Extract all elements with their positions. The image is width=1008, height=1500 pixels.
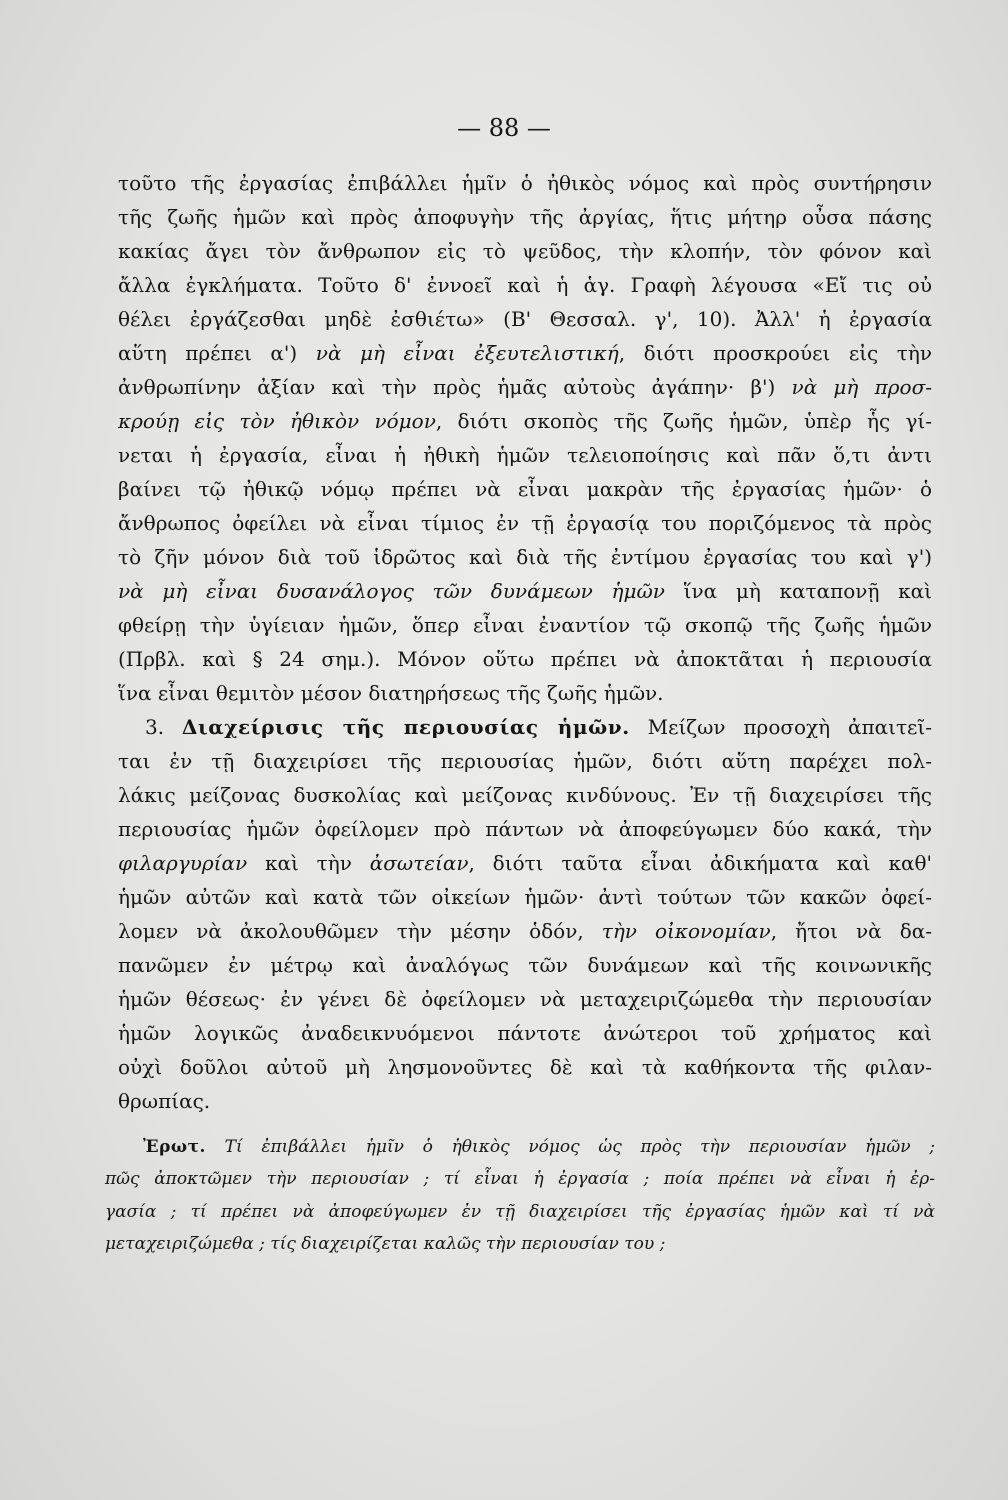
text-line: αὕτη πρέπει α') νὰ μὴ εἶναι ἐξευτελιστική, διότι προσκρούει εἰς τὴν	[118, 341, 933, 365]
italic-phrase: νὰ μὴ εἶναι ἐξευτελιστική	[315, 341, 619, 365]
text-line: ἡμῶν θέσεως· ἐν γένει δὲ ὀφείλομεν νὰ μεταχειριζώμεθα τὴν περιουσίαν	[118, 987, 932, 1011]
text-line: ται ἐν τῇ διαχειρίσει τῆς περιουσίας ἡμῶν, διότι αὕτη παρέχει πολ-	[118, 749, 932, 773]
page-number: — 88 —	[457, 114, 551, 142]
section-heading-line: 3. Διαχείρισις τῆς περιουσίας ἡμῶν. Μείζων προσοχὴ ἀπαιτεῖ-	[145, 715, 932, 739]
text-line: τῆς ζωῆς ἡμῶν καὶ πρὸς ἀποφυγὴν τῆς ἀργίας, ἥτις μήτηρ οὖσα πάσης	[118, 205, 932, 229]
text-line: τοῦτο τῆς ἐργασίας ἐπιβάλλει ἡμῖν ὁ ἠθικὸς νόμος καὶ πρὸς συντήρησιν	[118, 171, 932, 195]
text-line: βαίνει τῷ ἠθικῷ νόμῳ πρέπει νὰ εἶναι μακρὰν τῆς ἐργασίας ἡμῶν· ὁ	[118, 477, 932, 501]
text-line: ἵνα εἶναι θεμιτὸν μέσον διατηρήσεως τῆς ζωῆς ἡμῶν.	[118, 681, 664, 705]
question-line: πῶς ἀποκτῶμεν τὴν περιουσίαν ; τί εἶναι ἡ ἐργασία ; ποία πρέπει νὰ εἶναι ἡ ἐρ-	[105, 1169, 935, 1190]
paragraph-property-management	[118, 710, 932, 1118]
text-line: ἡμῶν λογικῶς ἀναδεικνυόμενοι πάντοτε ἀνώτεροι τοῦ χρήματος καὶ	[118, 1021, 932, 1045]
section-title: Διαχείρισις τῆς περιουσίας ἡμῶν.	[181, 715, 630, 739]
questions-label: Ἐρωτ.	[143, 1137, 206, 1157]
text-line: ἄλλα ἐγκλήματα. Τοῦτο δ' ἐννοεῖ καὶ ἡ ἁγ. Γραφὴ λέγουσα «Εἴ τις οὐ	[118, 273, 932, 297]
italic-phrase: κρούῃ εἰς τὸν ἠθικὸν νόμον	[118, 409, 436, 433]
italic-phrase: νὰ μὴ προσ-	[791, 375, 932, 399]
text-line: ἄνθρωπος ὀφείλει νὰ εἶναι τίμιος ἐν τῇ ἐργασίᾳ του ποριζόμενος τὰ πρὸς	[118, 511, 932, 535]
text-line: νὰ μὴ εἶναι δυσανάλογος τῶν δυνάμεων ἡμῶν ἵνα μὴ καταπονῇ καὶ	[118, 579, 932, 603]
section-number: 3.	[145, 715, 182, 739]
text-line: φιλαργυρίαν καὶ τὴν ἀσωτείαν, διότι ταῦτα εἶναι ἀδικήματα καὶ καθ'	[118, 851, 933, 875]
text-line: (Πρβλ. καὶ § 24 σημ.). Μόνον οὕτω πρέπει νὰ ἀποκτᾶται ἡ περιουσία	[118, 647, 932, 671]
text-line: περιουσίας ἡμῶν ὀφείλομεν πρὸ πάντων νὰ ἀποφεύγωμεν δύο κακά, τὴν	[118, 817, 932, 841]
question-line: Ἐρωτ. Τί ἐπιβάλλει ἡμῖν ὁ ἠθικὸς νόμος ὡς πρὸς τὴν περιουσίαν ἡμῶν ;	[143, 1137, 935, 1157]
question-line: γασία ; τί πρέπει νὰ ἀποφεύγωμεν ἐν τῇ διαχειρίσει τῆς ἐργασίας ἡμῶν καὶ τί νὰ	[105, 1201, 935, 1222]
italic-phrase: ἀσωτείαν	[369, 851, 469, 875]
text-line: θρωπίας.	[118, 1089, 211, 1113]
text-line: λάκις μείζονας δυσκολίας καὶ μείζονας κινδύνους. Ἐν τῇ διαχειρίσει τῆς	[118, 783, 932, 807]
text-line: τὸ ζῆν μόνον διὰ τοῦ ἱδρῶτος καὶ διὰ τῆς ἐντίμου ἐργασίας του καὶ γ')	[118, 545, 932, 569]
italic-phrase: νὰ μὴ εἶναι δυσανάλογος τῶν δυνάμεων ἡμῶν	[118, 579, 665, 603]
text-line: θέλει ἐργάζεσθαι μηδὲ ἐσθιέτω» (Β' Θεσσαλ. γ', 10). Ἀλλ' ἡ ἐργασία	[118, 307, 932, 331]
text-line: νεται ἡ ἐργασία, εἶναι ἡ ἠθικὴ ἡμῶν τελειοποίησις καὶ πᾶν ὅ,τι ἀντι	[118, 443, 932, 467]
italic-phrase: φιλαργυρίαν	[118, 851, 248, 875]
text-line: ἡμῶν αὐτῶν καὶ κατὰ τῶν οἰκείων ἡμῶν· ἀντὶ τούτων τῶν κακῶν ὀφεί-	[118, 885, 932, 909]
text-line: πανῶμεν ἐν μέτρῳ καὶ ἀναλόγως τῶν δυνάμεων καὶ τῆς κοινωνικῆς	[118, 953, 932, 977]
italic-phrase: τὴν οἰκονομίαν	[601, 919, 771, 943]
question-line: μεταχειριζώμεθα ; τίς διαχειρίζεται καλῶς τὴν περιουσίαν του ;	[105, 1233, 666, 1254]
text-line: κακίας ἄγει τὸν ἄνθρωπον εἰς τὸ ψεῦδος, τὴν κλοπήν, τὸν φόνον καὶ	[118, 239, 932, 263]
text-line: φθείρῃ τὴν ὑγίειαν ἡμῶν, ὅπερ εἶναι ἐναντίον τῷ σκοπῷ τῆς ζωῆς ἡμῶν	[118, 613, 932, 637]
review-questions	[105, 1131, 935, 1260]
paragraph-work	[118, 166, 932, 710]
text-line: ἀνθρωπίνην ἀξίαν καὶ τὴν πρὸς ἡμᾶς αὐτοὺς ἀγάπην· β') νὰ μὴ προσ-	[118, 375, 932, 399]
text-line: λομεν νὰ ἀκολουθῶμεν τὴν μέσην ὁδόν, τὴν οἰκονομίαν, ἤτοι νὰ δα-	[118, 919, 933, 943]
text-line: οὐχὶ δοῦλοι αὐτοῦ μὴ λησμονοῦντες δὲ καὶ τὰ καθήκοντα τῆς φιλαν-	[118, 1055, 932, 1079]
text-line: κρούῃ εἰς τὸν ἠθικὸν νόμον, διότι σκοπὸς τῆς ζωῆς ἡμῶν, ὑπὲρ ἧς γί-	[118, 409, 932, 433]
